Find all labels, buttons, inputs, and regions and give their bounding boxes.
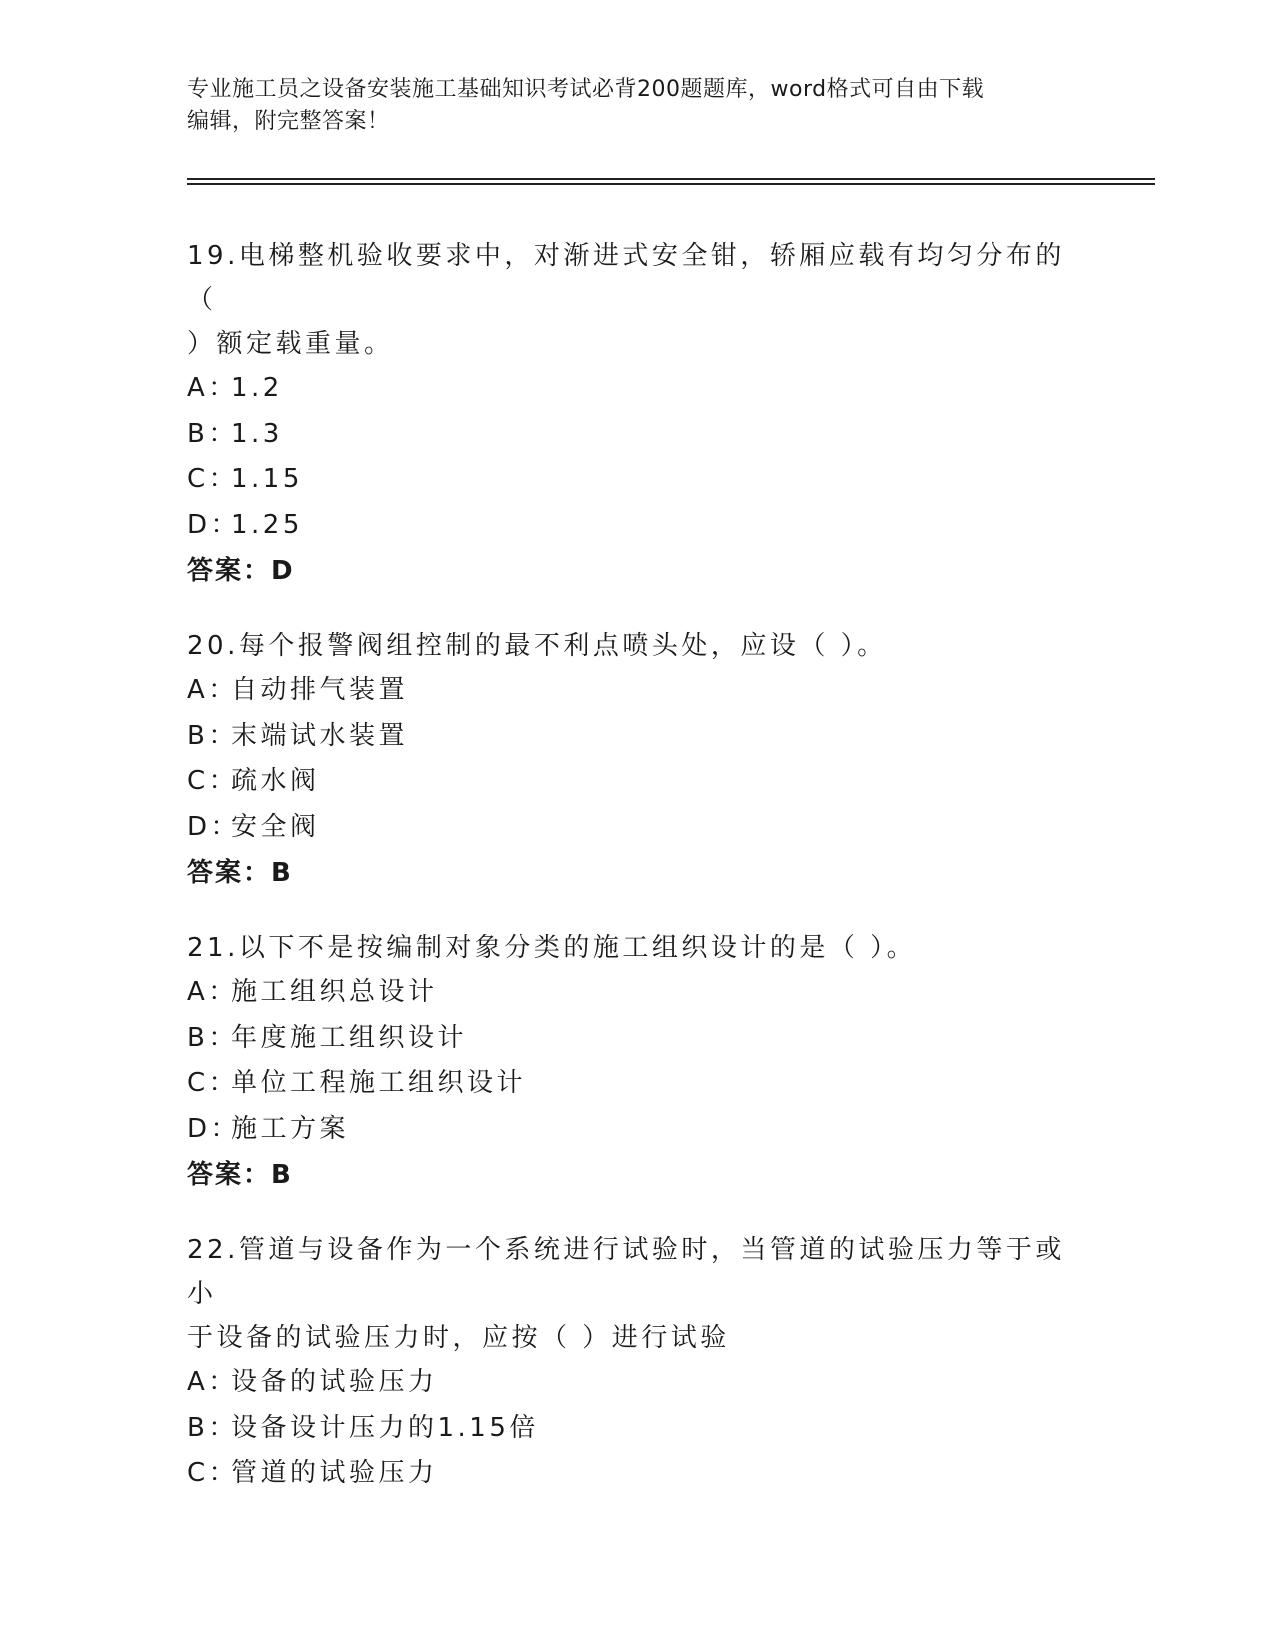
- question-text: 21.以下不是按编制对象分类的施工组织设计的是（ ）。: [187, 933, 917, 963]
- option-key: C：: [187, 464, 239, 494]
- question-text: 22.管道与设备作为一个系统进行试验时，当管道的试验压力等于或小: [187, 1235, 1065, 1309]
- option-text: 安全阀: [231, 811, 320, 842]
- option: [187, 1061, 1087, 1107]
- answer-value: B: [271, 1160, 293, 1190]
- header-divider-top: [187, 178, 1155, 180]
- option-text: 疏水阀: [231, 766, 320, 796]
- answer-label: 答案：: [187, 1160, 272, 1190]
- option-key: A：: [187, 373, 238, 403]
- option-key: B：: [187, 1412, 238, 1443]
- option-key: C：: [187, 766, 239, 796]
- question-list: [187, 234, 1087, 1527]
- option: [187, 503, 1087, 549]
- answer-label: 答案：: [187, 556, 272, 586]
- option: [187, 759, 1087, 805]
- option: [187, 1360, 1087, 1406]
- question-item: [187, 1228, 1087, 1497]
- option-text: 年度施工组织设计: [231, 1022, 468, 1053]
- question-item: [187, 234, 1087, 594]
- option: [187, 366, 1087, 412]
- option-key: B：: [187, 1022, 238, 1053]
- option-key: A：: [187, 977, 238, 1007]
- answer-value: B: [271, 858, 293, 888]
- option: [187, 1451, 1087, 1497]
- option: [187, 805, 1087, 851]
- answer-value: D: [271, 556, 295, 586]
- option-text: 管道的试验压力: [231, 1458, 438, 1488]
- option-key: D：: [187, 811, 241, 842]
- document-header: [187, 74, 1067, 138]
- option: [187, 412, 1087, 458]
- option: [187, 668, 1087, 714]
- answer: [187, 850, 1087, 896]
- option-key: B：: [187, 418, 238, 449]
- option-text: 设备设计压力的1.15倍: [231, 1412, 539, 1443]
- header-line-1: 专业施工员之设备安装施工基础知识考试必背200题题库，word格式可自由下载: [187, 77, 985, 102]
- option-text: 末端试水装置: [231, 720, 409, 751]
- option-text: 施工方案: [231, 1113, 350, 1144]
- answer: [187, 548, 1087, 594]
- option-text: 1.3: [231, 418, 283, 449]
- option: [187, 1107, 1087, 1153]
- option-key: A：: [187, 675, 238, 705]
- option-text: 1.25: [231, 509, 303, 540]
- option-text: 自动排气装置: [231, 675, 409, 705]
- answer-label: 答案：: [187, 858, 272, 888]
- question-text: 于设备的试验压力时，应按（ ）进行试验: [187, 1323, 730, 1353]
- question-text: 19.电梯整机验收要求中，对渐进式安全钳，轿厢应载有均匀分布的（: [187, 241, 1065, 315]
- header-divider-bottom: [187, 183, 1155, 185]
- option: [187, 1406, 1087, 1452]
- option-key: D：: [187, 1113, 241, 1144]
- question-item: [187, 624, 1087, 896]
- option-key: C：: [187, 1068, 239, 1098]
- option: [187, 457, 1087, 503]
- question-text: ）额定载重量。: [187, 329, 394, 359]
- option-key: A：: [187, 1367, 238, 1397]
- option-key: C：: [187, 1458, 239, 1488]
- option-text: 单位工程施工组织设计: [231, 1068, 527, 1098]
- option: [187, 970, 1087, 1016]
- option-text: 设备的试验压力: [231, 1367, 438, 1397]
- option-text: 1.15: [231, 464, 303, 494]
- answer: [187, 1152, 1087, 1198]
- option-key: B：: [187, 720, 238, 751]
- option-text: 1.2: [231, 373, 283, 403]
- option: [187, 714, 1087, 760]
- option-key: D：: [187, 509, 241, 540]
- option-text: 施工组织总设计: [231, 977, 438, 1007]
- option: [187, 1016, 1087, 1062]
- question-item: [187, 926, 1087, 1198]
- question-text: 20.每个报警阀组控制的最不利点喷头处，应设（ ）。: [187, 631, 887, 661]
- header-line-2: 编辑，附完整答案！: [187, 109, 390, 134]
